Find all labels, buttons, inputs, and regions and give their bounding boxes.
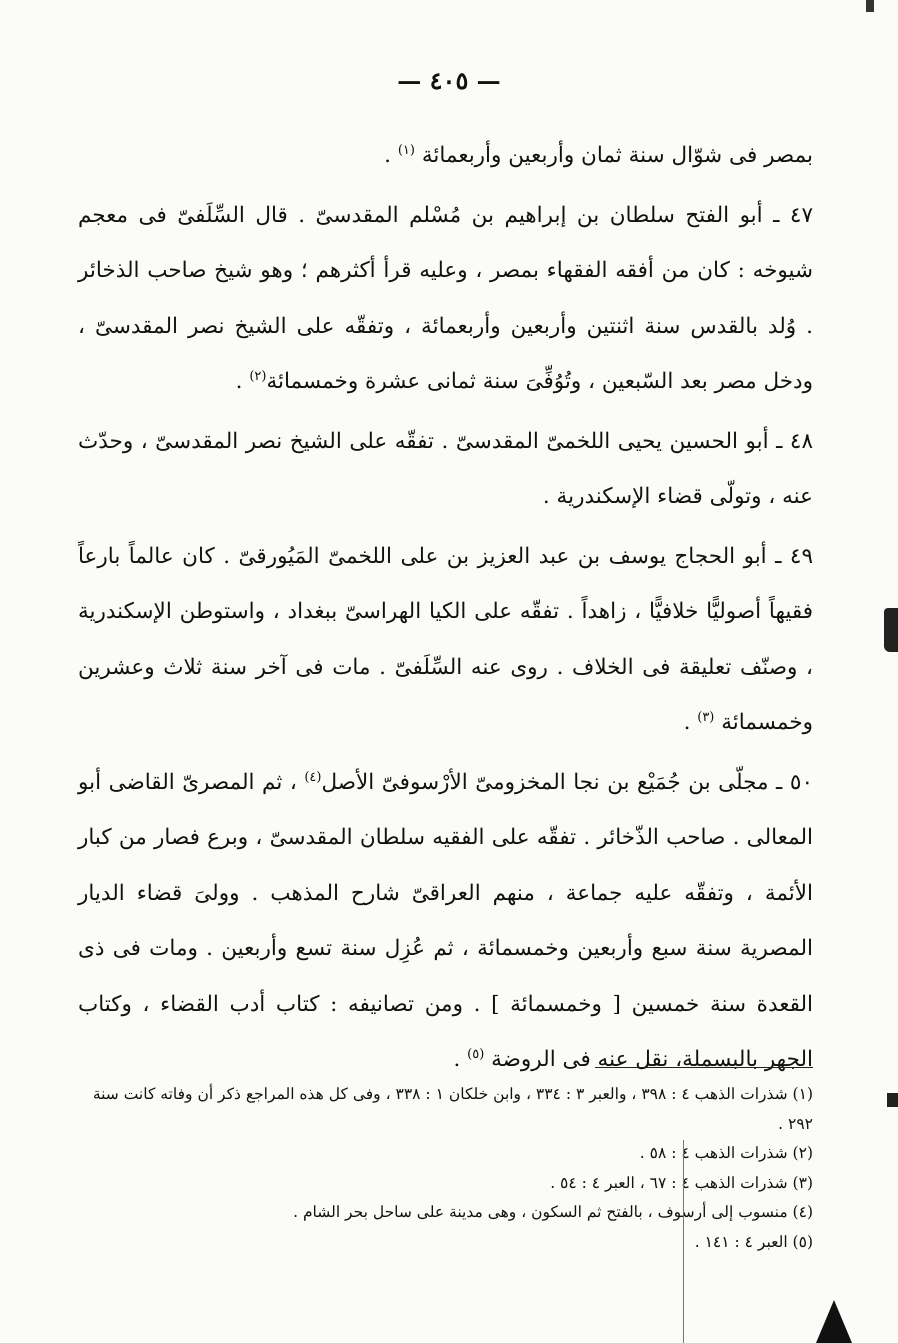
- footnote-ref: (٤): [304, 769, 322, 785]
- footnote-5: (٥) العبر ٤ : ١٤١ .: [694, 1232, 813, 1251]
- footnote-ref: (٥): [467, 1046, 485, 1062]
- ink-blot: [884, 608, 898, 652]
- paragraph-text: بمصر فى شوّال سنة ثمان وأربعين وأربعمائة: [421, 143, 813, 168]
- footnotes: [80, 1080, 813, 1257]
- entry-47: ٤٧ ـ أبو الفتح سلطان بن إبراهيم بن مُسْلم المقدسىّ . قال السِّلَفىّ فى معجم شيوخه : كان من أفقه الفقهاء بمصر ، وعليه قرأ أكثرهم ؛ وهو شيخ صاحب الذخائر . وُلد بالقدس سنة اثنتين وأربعين وأربعمائة ، وتفقّه على الشيخ نصر المقدسىّ ، ودخل مصر بعد السّبعين ، وتُوُفِّىَ سنة ثمانى عشرة وخمسمائة$^{(٢)}$ .: [78, 202, 813, 394]
- footnote-ref: (١): [397, 142, 415, 158]
- entry-48: [78, 414, 813, 525]
- footnote-3: (٣) شذرات الذهب ٤ : ٦٧ ، العبر ٤ : ٥٤ .: [550, 1173, 813, 1192]
- paragraph-text: ٤٧ ـ أبو الفتح سلطان بن إبراهيم بن مُسْلم المقدسىّ . قال السِّلَفىّ فى معجم شيوخه : كان من أفقه الفقهاء بمصر ، وعليه قرأ أكثرهم ؛ وهو شيخ صاحب الذخائر . وُلد بالقدس سنة اثنتين وأربعين وأربعمائة ، وتفقّه على الشيخ نصر المقدسىّ ، ودخل مصر بعد السّبعين ، وتُوُفِّىَ سنة ثمانى عشرة وخمسمائة: [78, 202, 813, 394]
- page-number: — ٤٠٥ —: [397, 66, 501, 95]
- binding-fold-line: [683, 1140, 684, 1343]
- ink-mark: [887, 1093, 898, 1107]
- footnote-ref: (٣): [697, 709, 715, 725]
- footnote-ref: (٢): [249, 368, 267, 384]
- paragraph-continuation: بمصر فى شوّال سنة ثمان وأربعين وأربعمائة $^{(١)}$ .: [384, 142, 813, 168]
- entry-50: ٥٠ ـ مجلّى بن جُمَيْع بن نجا المخزومىّ الأرْسوفىّ الأصل$^{(٤)}$ ، ثم المصرىّ القاضى أبو المعالى . صاحب الذّخائر . تفقّه على الفقيه سلطان المقدسىّ ، وبرع فصار من كبار الأئمة ، وتفقّه عليه جماعة ، منهم العراقىّ شارح المذهب . وولىَ قضاء الديار المصرية سنة سبع وأربعين وخمسمائة ، ثم عُزِل سنة تسع وأربعين . ومات فى ذى القعدة سنة خمسين [ وخمسمائة ] . ومن تصانيفه : كتاب أدب القضاء ، وكتاب الجهر بالبسملة، نقل عنه فى الروضة $^{(٥)}$ .: [78, 769, 813, 1072]
- footnote-4: (٤) منسوب إلى أرسوف ، بالفتح ثم السكون ، وهى مدينة على ساحل بحر الشام .: [293, 1203, 813, 1221]
- paragraph-text: ٤٨ ـ أبو الحسين يحيى اللخمىّ المقدسىّ . تفقّه على الشيخ نصر المقدسىّ ، وحدّث عنه ، وتولّى قضاء الإسكندرية .: [78, 428, 813, 509]
- paragraph-text: ٤٩ ـ أبو الحجاج يوسف بن عبد العزيز بن على اللخمىّ المَيُورقىّ . كان عالماً بارعاً فقيهاً أصوليًّا خلافيًّا ، زاهداً . تفقّه على الكيا الهراسىّ ببغداد ، واستوطن الإسكندرية ، وصنّف تعليقة فى الخلاف . روى عنه السِّلَفىّ . مات فى آخر سنة ثلاث وعشرين وخمسمائة: [78, 543, 813, 735]
- footnote-divider: [595, 1067, 813, 1068]
- corner-shadow: [816, 1300, 852, 1343]
- ink-mark-top: [866, 0, 874, 12]
- paragraph-text: ٥٠ ـ مجلّى بن جُمَيْع بن نجا المخزومىّ الأرْسوفىّ الأصل: [321, 769, 813, 795]
- main-text: [78, 128, 813, 1088]
- footnote-1: (١) شذرات الذهب ٤ : ٣٩٨ ، والعبر ٣ : ٣٣٤ ، وابن خلكان ١ : ٣٣٨ ، وفى كل هذه المراجع ذكر أن وفاته كانت سنة ٢٩٢ .: [92, 1085, 813, 1133]
- entry-49: ٤٩ ـ أبو الحجاج يوسف بن عبد العزيز بن على اللخمىّ المَيُورقىّ . كان عالماً بارعاً فقيهاً أصوليًّا خلافيًّا ، زاهداً . تفقّه على الكيا الهراسىّ ببغداد ، واستوطن الإسكندرية ، وصنّف تعليقة فى الخلاف . روى عنه السِّلَفىّ . مات فى آخر سنة ثلاث وعشرين وخمسمائة $^{(٣)}$ .: [78, 543, 813, 735]
- footnote-2: (٢) شذرات الذهب ٤ : ٥٨ .: [639, 1144, 813, 1162]
